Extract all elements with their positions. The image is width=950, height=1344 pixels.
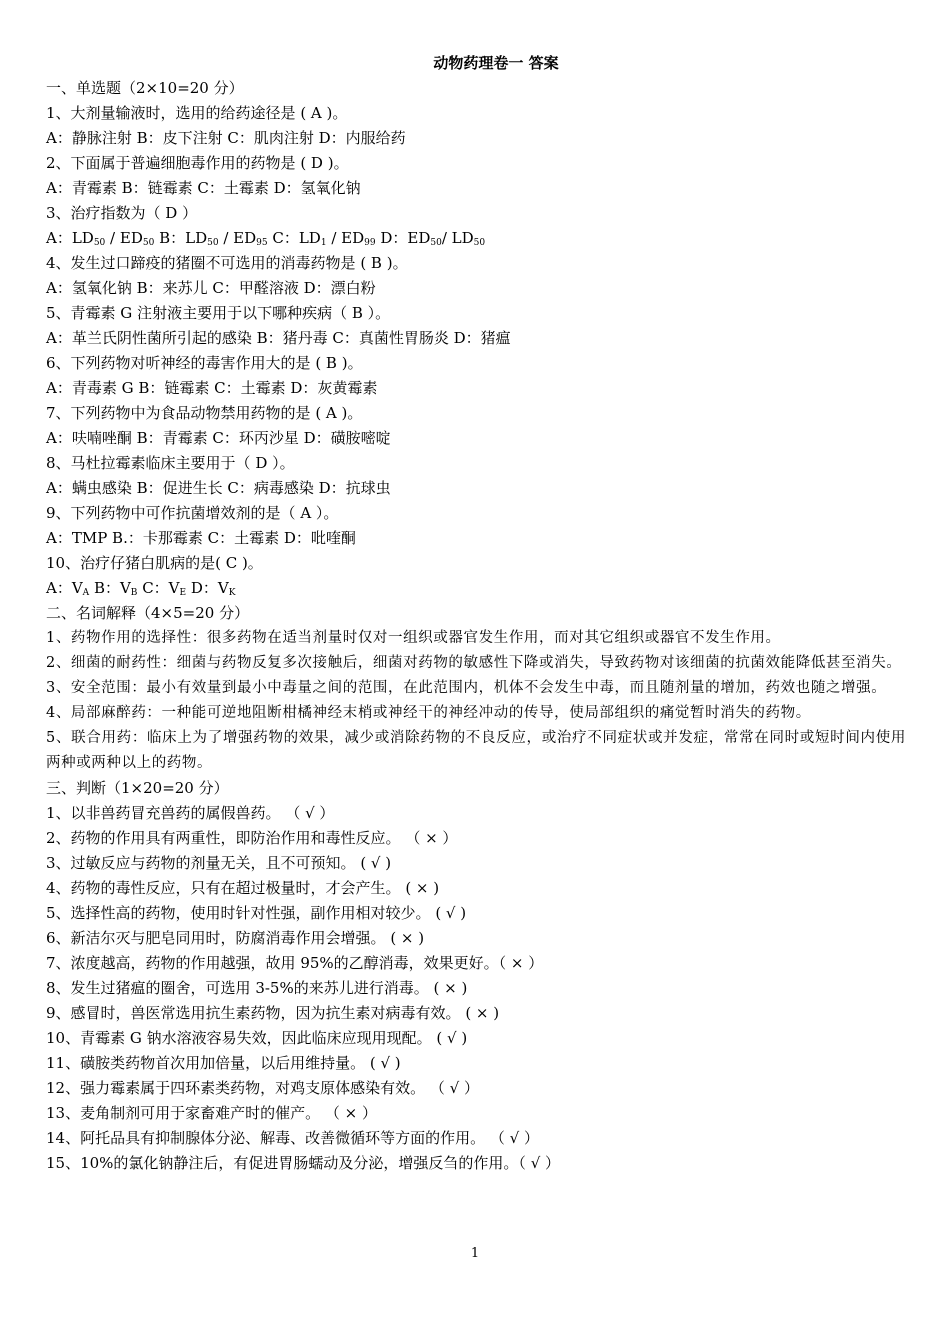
judgment-item: 3、过敏反应与药物的剂量无关，且不可预知。 ( √ ) bbox=[46, 854, 392, 872]
subscript: A bbox=[82, 588, 90, 598]
section-heading-definitions: 二、名词解释（4×5=20 分） bbox=[46, 604, 250, 622]
subscript: 50 bbox=[93, 238, 106, 248]
question-2-options: A：青霉素 B：链霉素 C：土霉素 D：氢氧化钠 bbox=[46, 179, 361, 197]
judgment-item: 8、发生过猪瘟的圈舍，可选用 3-5%的来苏儿进行消毒。 ( × ) bbox=[46, 979, 468, 997]
question-9-options: A：TMP B.：卡那霉素 C：土霉素 D：吡喹酮 bbox=[46, 529, 356, 547]
question-5-options: A：革兰氏阴性菌所引起的感染 B：猪丹毒 C：真菌性胃肠炎 D：猪瘟 bbox=[46, 329, 511, 347]
question-1: 1、大剂量输液时，选用的给药途径是 ( A )。 bbox=[46, 104, 348, 122]
judgment-item: 4、药物的毒性反应，只有在超过极量时，才会产生。 ( × ) bbox=[46, 879, 440, 897]
question-10-options bbox=[46, 576, 906, 601]
judgment-item: 5、选择性高的药物，使用时针对性强，副作用相对较少。 ( √ ) bbox=[46, 904, 467, 922]
subscript: 1 bbox=[320, 238, 327, 248]
option-b-text: / ED bbox=[218, 229, 257, 247]
question-8-options: A：螨虫感染 B：促进生长 C：病毒感染 D：抗球虫 bbox=[46, 479, 391, 497]
definition-item: 5、联合用药：临床上为了增强药物的效果，减少或消除药物的不良反应，或治疗不同症状或并发症，常常在同时或短时间内使用两种或两种以上的药物。 bbox=[46, 730, 906, 771]
subscript: E bbox=[179, 588, 187, 598]
definition-item: 3、安全范围：最小有效量到最小中毒量之间的范围，在此范围内，机体不会发生中毒，而且随剂量的增加，药效也随之增强。 bbox=[46, 680, 887, 696]
option-d-text: D：V bbox=[186, 579, 229, 597]
definition-item: 2、细菌的耐药性：细菌与药物反复多次接触后，细菌对药物的敏感性下降或消失，导致药物对该细菌的抗菌效能降低甚至消失。 bbox=[46, 655, 902, 671]
question-7-options: A：呋喃唑酮 B：青霉素 C：环丙沙星 D：磺胺嘧啶 bbox=[46, 429, 391, 447]
section-heading-true-false: 三、判断（1×20=20 分） bbox=[46, 779, 229, 797]
subscript: 50 bbox=[207, 238, 219, 248]
question-10: 10、治疗仔猪白肌病的是( C )。 bbox=[46, 554, 263, 572]
question-9: 9、下列药物中可作抗菌增效剂的是（ A ）。 bbox=[46, 504, 339, 522]
definition-item: 4、局部麻醉药：一种能可逆地阻断柑橘神经末梢或神经干的神经冲动的传导，使局部组织的痛觉暂时消失的药物。 bbox=[46, 705, 811, 721]
document-page bbox=[46, 50, 906, 1176]
option-b-text: B：LD bbox=[154, 229, 208, 247]
judgment-item: 12、强力霉素属于四环素类药物，对鸡支原体感染有效。 （ √ ） bbox=[46, 1079, 479, 1097]
question-3: 3、治疗指数为（ D ） bbox=[46, 204, 198, 222]
question-8: 8、马杜拉霉素临床主要用于（ D ）。 bbox=[46, 454, 295, 472]
document-title: 动物药理卷一 答案 bbox=[433, 54, 559, 72]
judgment-item: 9、感冒时，兽医常选用抗生素药物，因为抗生素对病毒有效。 ( × ) bbox=[46, 1004, 500, 1022]
question-1-options: A：静脉注射 B：皮下注射 C：肌肉注射 D：内服给药 bbox=[46, 129, 406, 147]
subscript: B bbox=[130, 588, 138, 598]
subscript: 50 bbox=[473, 238, 486, 248]
definition-item: 1、药物作用的选择性：很多药物在适当剂量时仅对一组织或器官发生作用，而对其它组织或器官不发生作用。 bbox=[46, 630, 781, 646]
subscript: K bbox=[228, 588, 236, 598]
option-b-text: B：V bbox=[89, 579, 131, 597]
judgment-item: 1、以非兽药冒充兽药的属假兽药。 （ √ ） bbox=[46, 804, 335, 822]
option-d-text: / LD bbox=[441, 229, 474, 247]
option-c-text: / ED bbox=[326, 229, 365, 247]
option-c-text: C：LD bbox=[267, 229, 321, 247]
question-2: 2、下面属于普遍细胞毒作用的药物是 ( D )。 bbox=[46, 154, 349, 172]
subscript: 99 bbox=[364, 238, 376, 248]
option-a-text: A：LD bbox=[46, 229, 94, 247]
question-4-options: A：氢氧化钠 B：来苏儿 C：甲醛溶液 D：漂白粉 bbox=[46, 279, 376, 297]
question-5: 5、青霉素 G 注射液主要用于以下哪种疾病（ B ）。 bbox=[46, 304, 391, 322]
judgment-item: 6、新洁尔灭与肥皂同用时，防腐消毒作用会增强。 ( × ) bbox=[46, 929, 425, 947]
judgment-item: 7、浓度越高，药物的作用越强，故用 95%的乙醇消毒，效果更好。（ × ） bbox=[46, 954, 544, 972]
judgment-item: 13、麦角制剂可用于家畜难产时的催产。 （ × ） bbox=[46, 1104, 377, 1122]
question-4: 4、发生过口蹄疫的猪圈不可选用的消毒药物是 ( B )。 bbox=[46, 254, 408, 272]
subscript: 50 bbox=[430, 238, 442, 248]
option-c-text: C：V bbox=[137, 579, 180, 597]
judgment-item: 2、药物的作用具有两重性，即防治作用和毒性反应。 （ × ） bbox=[46, 829, 458, 847]
question-3-options bbox=[46, 226, 906, 251]
option-a-text: A：V bbox=[46, 579, 83, 597]
subscript: 95 bbox=[256, 238, 268, 248]
judgment-item: 15、10%的氯化钠静注后，有促进胃肠蠕动及分泌，增强反刍的作用。（ √ ） bbox=[46, 1154, 561, 1172]
question-7: 7、下列药物中为食品动物禁用药物的是 ( A )。 bbox=[46, 404, 363, 422]
option-d-text: D：ED bbox=[375, 229, 431, 247]
question-6: 6、下列药物对听神经的毒害作用大的是 ( B )。 bbox=[46, 354, 363, 372]
page-number: 1 bbox=[470, 1246, 480, 1261]
question-6-options: A：青毒素 G B：链霉素 C：土霉素 D：灰黄霉素 bbox=[46, 379, 378, 397]
option-a-text: / ED bbox=[105, 229, 143, 247]
judgment-item: 10、青霉素 G 钠水溶液容易失效，因此临床应现用现配。 ( √ ) bbox=[46, 1029, 468, 1047]
judgment-item: 11、磺胺类药物首次用加倍量，以后用维持量。 ( √ ) bbox=[46, 1054, 401, 1072]
judgment-item: 14、阿托品具有抑制腺体分泌、解毒、改善微循环等方面的作用。 （ √ ） bbox=[46, 1129, 539, 1147]
subscript: 50 bbox=[142, 238, 155, 248]
section-heading-single-choice: 一、单选题（2×10=20 分） bbox=[46, 79, 244, 97]
